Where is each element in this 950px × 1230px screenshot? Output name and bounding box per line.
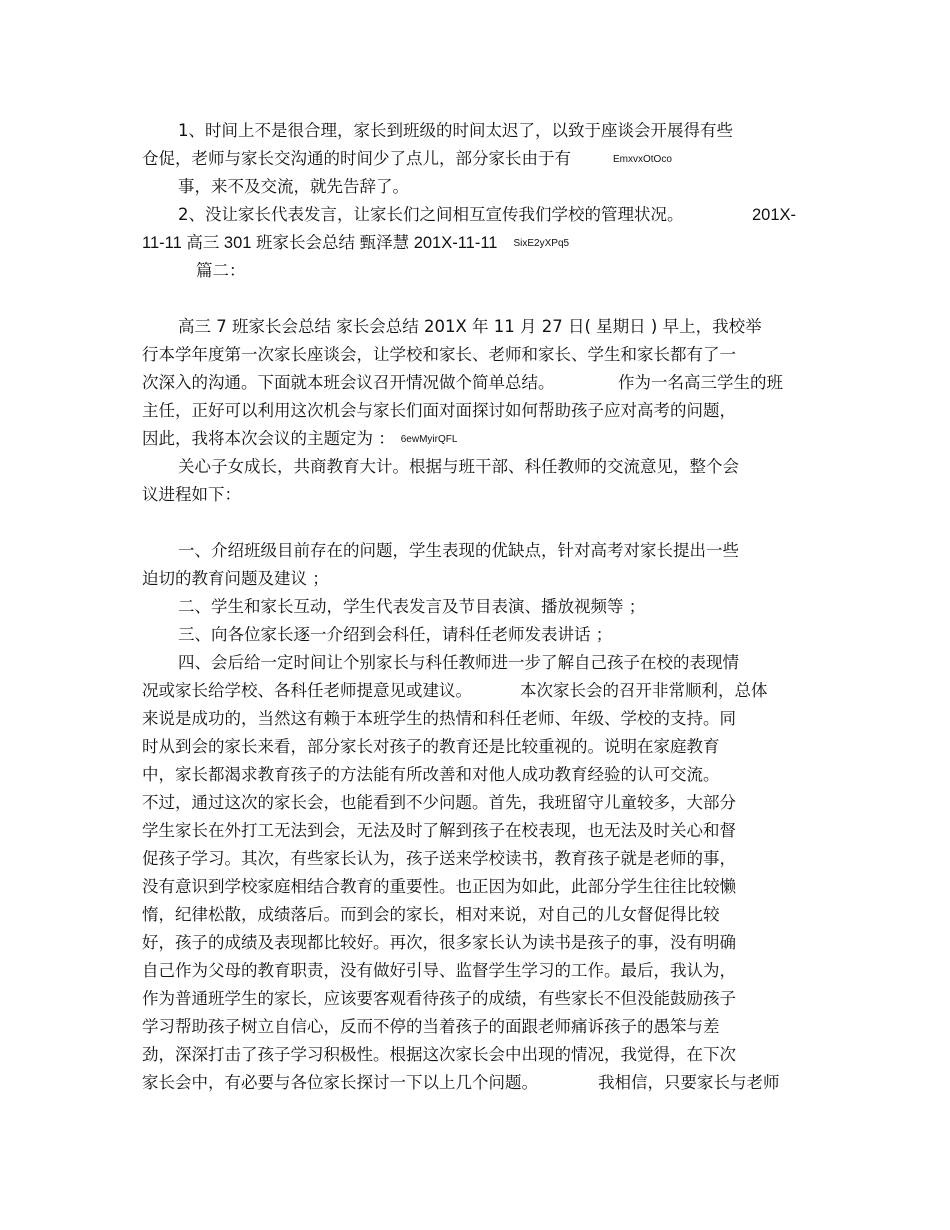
text-line [178, 455, 739, 479]
line-text: 主任，正好可以利用这次机会与家长们面对面探讨如何帮助孩子应对高考的问题， [142, 401, 736, 420]
line-text: 关心子女成长，共商教育大计。根据与班干部、科任教师的交流意见，整个会 [178, 457, 739, 476]
text-line [142, 931, 736, 955]
text-line [178, 315, 762, 339]
line-text: 中，家长都渴求教育孩子的方法能有所改善和对他人成功教育经验的认可交流。 [142, 765, 720, 784]
line-text: 作为一名高三学生的班 [618, 373, 783, 392]
line-text: 二、学生和家长互动，学生代表发言及节目表演、播放视频等 ； [178, 597, 646, 616]
line-text: 因此，我将本次会议的主题定为 ： [142, 429, 395, 448]
line-text: 2、没让家长代表发言，让家长们之间相互宣传我们学校的管理状况。 [178, 205, 684, 224]
line-text: 三、向各位家长逐一介绍到会科任，请科任老师发表讲话 ； [178, 625, 613, 644]
text-line [142, 343, 736, 367]
text-line-right [520, 679, 768, 703]
line-text: 11-11 高三 301 班家长会总结 甄泽慧 201X-11-11 [142, 234, 498, 252]
line-text: 好，孩子的成绩及表现都比较好。再次，很多家长认为读书是孩子的事，没有明确 [142, 933, 736, 952]
text-line [178, 203, 684, 227]
text-line-right [752, 203, 796, 227]
line-text: 四、会后给一定时间让个别家长与科任教师进一步了解自己孩子在校的表现情 [178, 653, 739, 672]
text-line [178, 119, 733, 143]
line-text: 行本学年度第一次家长座谈会，让学校和家长、老师和家长、学生和家长都有了一 [142, 345, 736, 364]
text-line [142, 1015, 720, 1039]
line-text: 我相信，只要家长与老师 [598, 1073, 780, 1092]
text-line-right [618, 371, 783, 395]
text-line [142, 371, 555, 395]
line-text: 学生家长在外打工无法到会，无法及时了解到孩子在校表现，也无法及时关心和督 [142, 821, 736, 840]
line-text: 促孩子学习。其次，有些家长认为，孩子送来学校读书，教育孩子就是老师的事， [142, 849, 736, 868]
line-text: 没有意识到学校家庭相结合教育的重要性。也正因为如此，此部分学生往往比较懒 [142, 877, 736, 896]
line-text: 来说是成功的，当然这有赖于本班学生的热情和科任老师、年级、学校的支持。同 [142, 709, 736, 728]
line-text: 一、介绍班级目前存在的问题，学生表现的优缺点，针对高考对家长提出一些 [178, 541, 739, 560]
text-line [142, 819, 736, 843]
text-line [178, 651, 739, 675]
text-line [142, 483, 241, 507]
line-text: 事，来不及交流，就先告辞了。 [178, 177, 409, 196]
text-line [142, 1043, 736, 1067]
line-text: 时从到会的家长来看，部分家长对孩子的教育还是比较重视的。说明在家庭教育 [142, 737, 720, 756]
line-text: 201X- [752, 206, 797, 224]
text-line [142, 679, 472, 703]
line-text: 劲，深深打击了孩子学习积极性。根据这次家长会中出现的情况，我觉得，在下次 [142, 1045, 736, 1064]
text-line [142, 847, 736, 871]
line-text: 篇二： [196, 261, 246, 280]
watermark-code: 6ewMyirQFL [400, 433, 458, 445]
line-text: 不过，通过这次的家长会，也能看到不少问题。首先，我班留守儿童较多，大部分 [142, 793, 736, 812]
line-text: 惰，纪律松散，成绩落后。而到会的家长，相对来说，对自己的儿女督促得比较 [142, 905, 720, 924]
text-line [142, 427, 457, 451]
line-text: 议进程如下： [142, 485, 241, 504]
text-line [178, 623, 612, 647]
text-line [142, 987, 736, 1011]
text-line [178, 539, 739, 563]
line-text: 本次家长会的召开非常顺利，总体 [520, 681, 768, 700]
line-text: 家长会中，有必要与各位家长探讨一下以上几个问题。 [142, 1073, 538, 1092]
text-line [178, 175, 409, 199]
text-line [142, 1071, 538, 1095]
line-text: 况或家长给学校、各科任老师提意见或建议。 [142, 681, 472, 700]
watermark-code: SixE2yXPq5 [513, 237, 570, 249]
text-line [142, 707, 736, 731]
line-text: 次深入的沟通。下面就本班会议召开情况做个简单总结。 [142, 373, 555, 392]
text-line [178, 595, 645, 619]
watermark-code: EmxvxOtOco [613, 153, 672, 165]
line-text: 1、时间上不是很合理，家长到班级的时间太迟了，以致于座谈会开展得有些 [178, 121, 733, 140]
text-line [142, 735, 720, 759]
text-line [142, 875, 736, 899]
text-line-right [598, 1071, 780, 1095]
text-line [142, 763, 720, 787]
line-text: 迫切的教育问题及建议 ； [142, 569, 329, 588]
line-text: 仓促，老师与家长交沟通的时间少了点儿，部分家长由于有 [142, 149, 571, 168]
text-line [142, 791, 736, 815]
text-line [196, 259, 246, 283]
text-line [142, 399, 736, 423]
text-line [142, 147, 672, 171]
text-line [142, 567, 329, 591]
text-line [142, 903, 720, 927]
line-text: 作为普通班学生的家长，应该要客观看待孩子的成绩，有些家长不但没能鼓励孩子 [142, 989, 736, 1008]
text-line [142, 959, 736, 983]
line-text: 学习帮助孩子树立自信心，反而不停的当着孩子的面跟老师痛诉孩子的愚笨与差 [142, 1017, 720, 1036]
line-text: 高三 7 班家长会总结 家长会总结 201X 年 11 月 27 日( 星期日 ) 早上，我校举 [178, 317, 762, 336]
text-line [142, 231, 569, 255]
line-text: 自己作为父母的教育职责，没有做好引导、监督学生学习的工作。最后，我认为， [142, 961, 736, 980]
